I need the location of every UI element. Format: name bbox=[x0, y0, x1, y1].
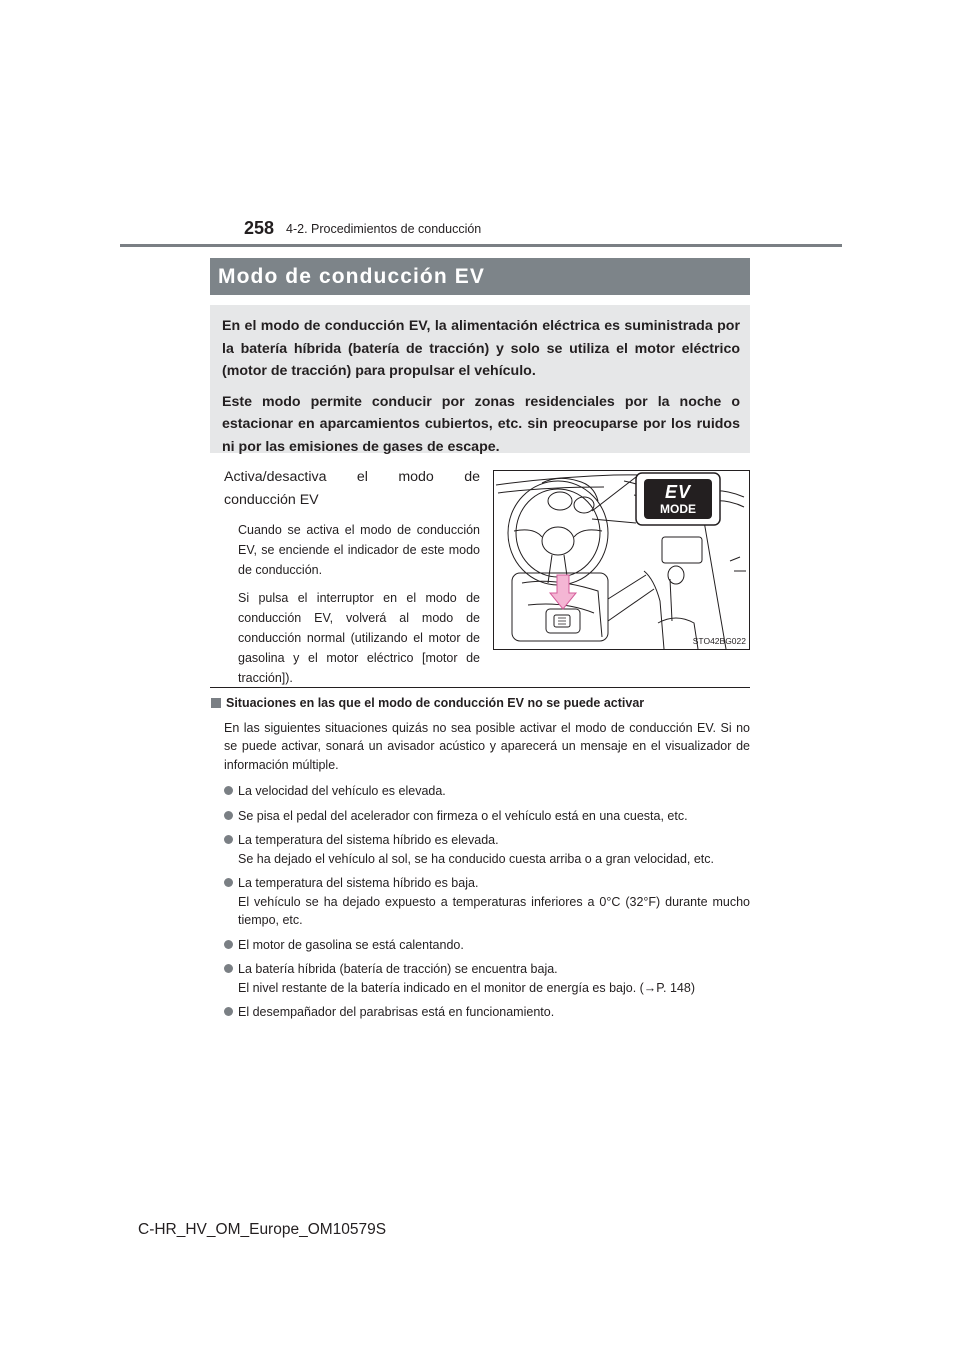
list-item-text: La batería híbrida (batería de tracción) se encuentra baja. El nivel restante de la batería indicado en el monitor de energía es bajo. (→P. 148) bbox=[238, 962, 695, 995]
round-bullet-icon bbox=[224, 878, 233, 887]
intro-paragraph: Este modo permite conducir por zonas residenciales por la noche o estacionar en aparcamientos cubiertos, etc. sin preocuparse por los ruidos ni por las emisiones de gases de escape. bbox=[222, 393, 740, 455]
list-item-text: Se pisa el pedal del acelerador con firmeza o el vehículo está en una cuesta, etc. bbox=[238, 808, 688, 823]
notes-section bbox=[210, 694, 750, 1028]
lead-line-1: Activa/desactiva el modo de bbox=[224, 469, 480, 485]
page-title: Modo de conducción EV bbox=[210, 258, 750, 295]
round-bullet-icon bbox=[224, 811, 233, 820]
header-rule bbox=[120, 244, 842, 247]
notes-heading bbox=[210, 694, 750, 713]
list-item bbox=[224, 874, 750, 930]
section-header: 4-2. Procedimientos de conducción bbox=[286, 222, 482, 236]
list-item-text: El motor de gasolina se está calentando. bbox=[238, 937, 464, 952]
footer-code: C-HR_HV_OM_Europe_OM10579S bbox=[138, 1221, 387, 1238]
list-item bbox=[224, 807, 750, 826]
list-item bbox=[224, 960, 750, 997]
round-bullet-icon bbox=[224, 1007, 233, 1016]
list-item bbox=[224, 831, 750, 868]
intro-paragraph: En el modo de conducción EV, la alimentación eléctrica es suministrada por la batería híbrida (batería de tracción) y solo se utiliza el motor eléctrico (motor de tracción) para propulsar el vehículo. bbox=[222, 318, 740, 379]
description: Si pulsa el interruptor en el modo de conducción EV, volverá al modo de conducción normal (utilizando el motor de gasolina y el motor eléctrico [motor de tracción]). bbox=[238, 591, 480, 685]
ev-badge-text-bottom: MODE bbox=[660, 502, 696, 516]
round-bullet-icon bbox=[224, 940, 233, 949]
lead-line-2: conducción EV bbox=[224, 492, 319, 508]
list-item bbox=[224, 1003, 750, 1022]
notes-heading-text: Situaciones en las que el modo de conducción EV no se puede activar bbox=[226, 696, 645, 710]
description: Cuando se activa el modo de conducción EV, se enciende el indicador de este modo de conducción. bbox=[238, 523, 480, 577]
list-item bbox=[224, 936, 750, 955]
list-item-text: La velocidad del vehículo es elevada. bbox=[238, 784, 446, 798]
left-column bbox=[224, 466, 480, 696]
notes-body: En las siguientes situaciones quizás no sea posible activar el modo de conducción EV. Si no se puede activar, sonará un avisador acústico y aparecerá un mensaje en el visualizador de información múltiple. bbox=[224, 720, 750, 772]
bullet-list bbox=[210, 782, 750, 1022]
ev-badge-text-top: EV bbox=[664, 482, 691, 502]
round-bullet-icon bbox=[224, 786, 233, 795]
list-item bbox=[224, 782, 750, 801]
round-bullet-icon bbox=[224, 835, 233, 844]
page-number: 258 bbox=[244, 218, 275, 238]
list-item-text: El desempañador del parabrisas está en funcionamiento. bbox=[238, 1005, 555, 1019]
round-bullet-icon bbox=[224, 964, 233, 973]
square-bullet-icon bbox=[211, 698, 221, 708]
ev-mode-figure bbox=[493, 470, 750, 650]
figure-code: STO42BG022 bbox=[692, 636, 746, 646]
section-divider bbox=[210, 687, 750, 688]
list-item-text: La temperatura del sistema híbrido es elevada. Se ha dejado el vehículo al sol, se ha conducido cuesta arriba o a gran velocidad, etc. bbox=[238, 833, 715, 866]
list-item-text: La temperatura del sistema híbrido es baja. El vehículo se ha dejado expuesto a temperaturas inferiores a 0°C (32°F) durante mucho tiempo, etc. bbox=[238, 876, 750, 927]
intro-box bbox=[210, 305, 750, 453]
